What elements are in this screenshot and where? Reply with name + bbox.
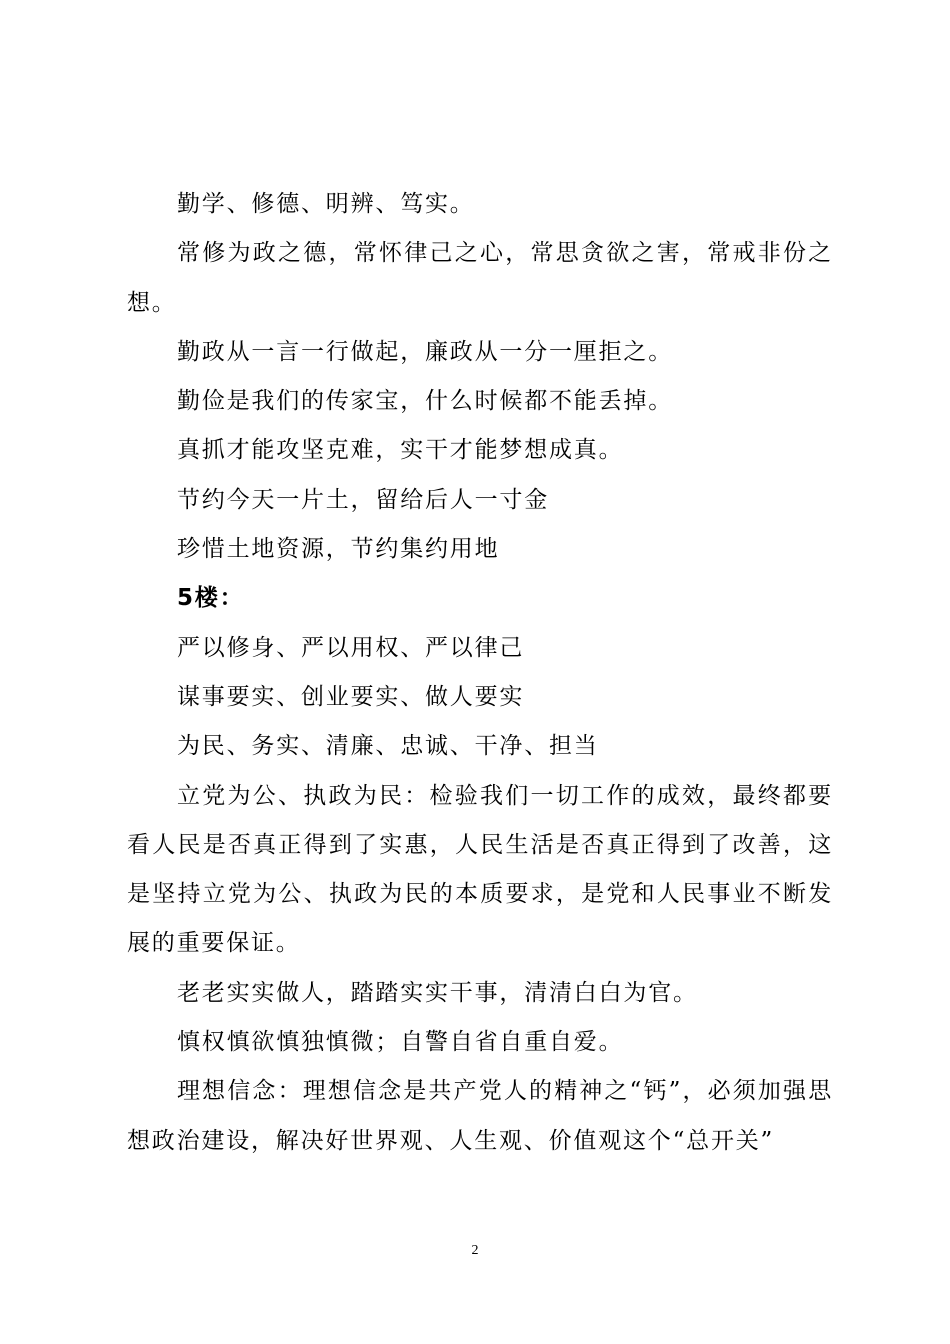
paragraph: 常修为政之德，常怀律己之心，常思贪欲之害，常戒非份之想。 [127,240,833,316]
page-number: 2 [471,1243,479,1258]
document-body [127,180,833,1166]
paragraph: 老老实实做人，踏踏实实干事，清清白白为官。 [177,979,698,1006]
paragraph: 理想信念：理想信念是共产党人的精神之“钙”，必须加强思想政治建设，解决好世界观、人生观、价值观这个“总开关” [127,1078,833,1154]
paragraph: 勤政从一言一行做起，廉政从一分一厘拒之。 [177,338,673,365]
paragraph: 谋事要实、创业要实、做人要实 [177,683,525,710]
paragraph: 立党为公、执政为民：检验我们一切工作的成效，最终都要看人民是否真正得到了实惠，人民生活是否真正得到了改善，这是坚持立党为公、执政为民的本质要求，是党和人民事业不断发展的重要保证。 [127,782,833,957]
paragraph: 勤俭是我们的传家宝，什么时候都不能丢掉。 [177,388,673,415]
paragraph: 珍惜土地资源，节约集约用地 [177,536,500,563]
paragraph: 真抓才能攻坚克难，实干才能梦想成真。 [177,437,624,464]
paragraph: 慎权慎欲慎独慎微；自警自省自重自爱。 [177,1029,624,1056]
paragraph: 勤学、修德、明辨、笃实。 [177,191,475,217]
paragraph: 为民、务实、清廉、忠诚、干净、担当 [177,733,599,760]
paragraph: 节约今天一片土，留给后人一寸金 [177,486,549,513]
section-heading: 5楼： [177,585,245,612]
paragraph: 严以修身、严以用权、严以律己 [177,634,525,661]
